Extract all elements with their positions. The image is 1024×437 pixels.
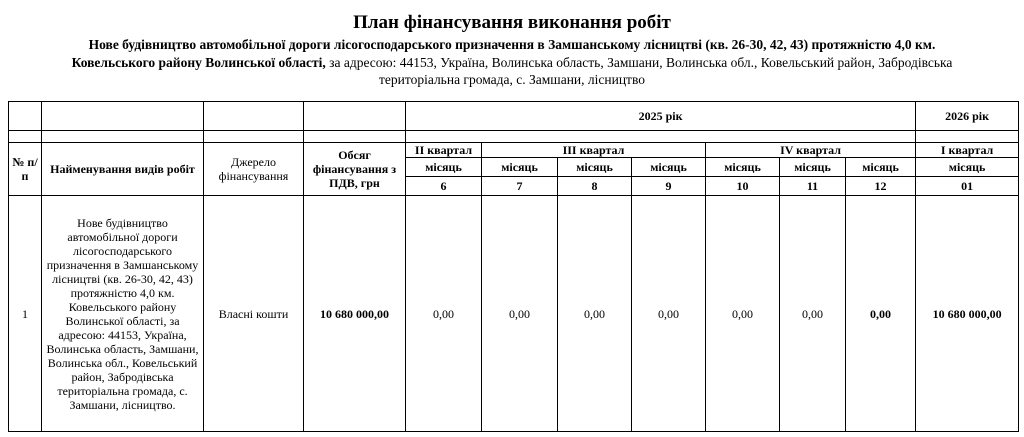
row-value-month-11: 0,00 xyxy=(780,196,846,432)
month-label: місяць xyxy=(406,158,482,177)
quarter-3-2025: ІІІ квартал xyxy=(482,143,706,158)
row-work-name: Нове будівництво автомобільної дороги лісогосподарського призначення в Замшанському лісництві (кв. 26-30, 42, 43) протяжністю 4,0 км. Ковельського району Волинської області, за адресою: 44153, Україна, Волинська область, Замшани, Волинська обл., Ковельський район, Забродівська територіальна громада, с. Замшани, лісництво. xyxy=(42,196,204,432)
row-funding-source: Власні кошти xyxy=(204,196,304,432)
quarter-1-2026: І квартал xyxy=(916,143,1019,158)
year-2026-header: 2026 рік xyxy=(916,102,1019,131)
header-empty-cell xyxy=(9,131,42,143)
col-name-header: Найменування видів робіт xyxy=(42,143,204,196)
header-empty-cell xyxy=(204,102,304,131)
subtitle-line-3: територіальна громада, с. Замшани, лісництво xyxy=(379,72,645,87)
year-2025-header: 2025 рік xyxy=(406,102,916,131)
month-number: 6 xyxy=(406,177,482,196)
row-value-month-8: 0,00 xyxy=(558,196,632,432)
subtitle-line-2-rest: за адресою: 44153, Україна, Волинська область, Замшани, Волинська обл., Ковельський район, Забродівська xyxy=(325,55,953,70)
subtitle-line-2-bold: Ковельського району Волинської області, xyxy=(71,55,326,70)
subtitle-line-2 xyxy=(0,54,1024,71)
financing-table xyxy=(8,101,1019,432)
table-header-row-years xyxy=(9,102,1019,131)
table-header-row-spacer xyxy=(9,131,1019,143)
row-value-month-6: 0,00 xyxy=(406,196,482,432)
month-number: 11 xyxy=(780,177,846,196)
header-empty-cell xyxy=(204,131,304,143)
header-empty-cell xyxy=(42,131,204,143)
month-label: місяць xyxy=(780,158,846,177)
header-empty-cell xyxy=(406,131,916,143)
month-label: місяць xyxy=(632,158,706,177)
row-value-month-10: 0,00 xyxy=(706,196,780,432)
subtitle-line-1: Нове будівництво автомобільної дороги лісогосподарського призначення в Замшанському лісництві (кв. 26-30, 42, 43) протяжністю 4,0 км. xyxy=(88,37,936,52)
table-row xyxy=(9,196,1019,432)
month-label: місяць xyxy=(706,158,780,177)
month-label: місяць xyxy=(916,158,1019,177)
month-number: 01 xyxy=(916,177,1019,196)
month-label: місяць xyxy=(482,158,558,177)
col-volume-header: Обсяг фінансування з ПДВ, грн xyxy=(304,143,406,196)
quarter-2-2025: ІІ квартал xyxy=(406,143,482,158)
month-number: 7 xyxy=(482,177,558,196)
row-value-month-9: 0,00 xyxy=(632,196,706,432)
col-source-header: Джерело фінансування xyxy=(204,143,304,196)
header-empty-cell xyxy=(42,102,204,131)
quarter-4-2025: ІV квартал xyxy=(706,143,916,158)
month-number: 10 xyxy=(706,177,780,196)
month-number: 8 xyxy=(558,177,632,196)
header-empty-cell xyxy=(304,131,406,143)
row-value-month-12: 0,00 xyxy=(846,196,916,432)
month-label: місяць xyxy=(846,158,916,177)
header-empty-cell xyxy=(916,131,1019,143)
row-value-month-01: 10 680 000,00 xyxy=(916,196,1019,432)
table-header-row-quarters xyxy=(9,143,1019,158)
page-title: План фінансування виконання робіт xyxy=(353,12,671,33)
header-empty-cell xyxy=(304,102,406,131)
row-total-volume: 10 680 000,00 xyxy=(304,196,406,432)
month-label: місяць xyxy=(558,158,632,177)
month-number: 9 xyxy=(632,177,706,196)
col-num-header: № п/п xyxy=(9,143,42,196)
header-empty-cell xyxy=(9,102,42,131)
month-number: 12 xyxy=(846,177,916,196)
row-value-month-7: 0,00 xyxy=(482,196,558,432)
row-number: 1 xyxy=(9,196,42,432)
